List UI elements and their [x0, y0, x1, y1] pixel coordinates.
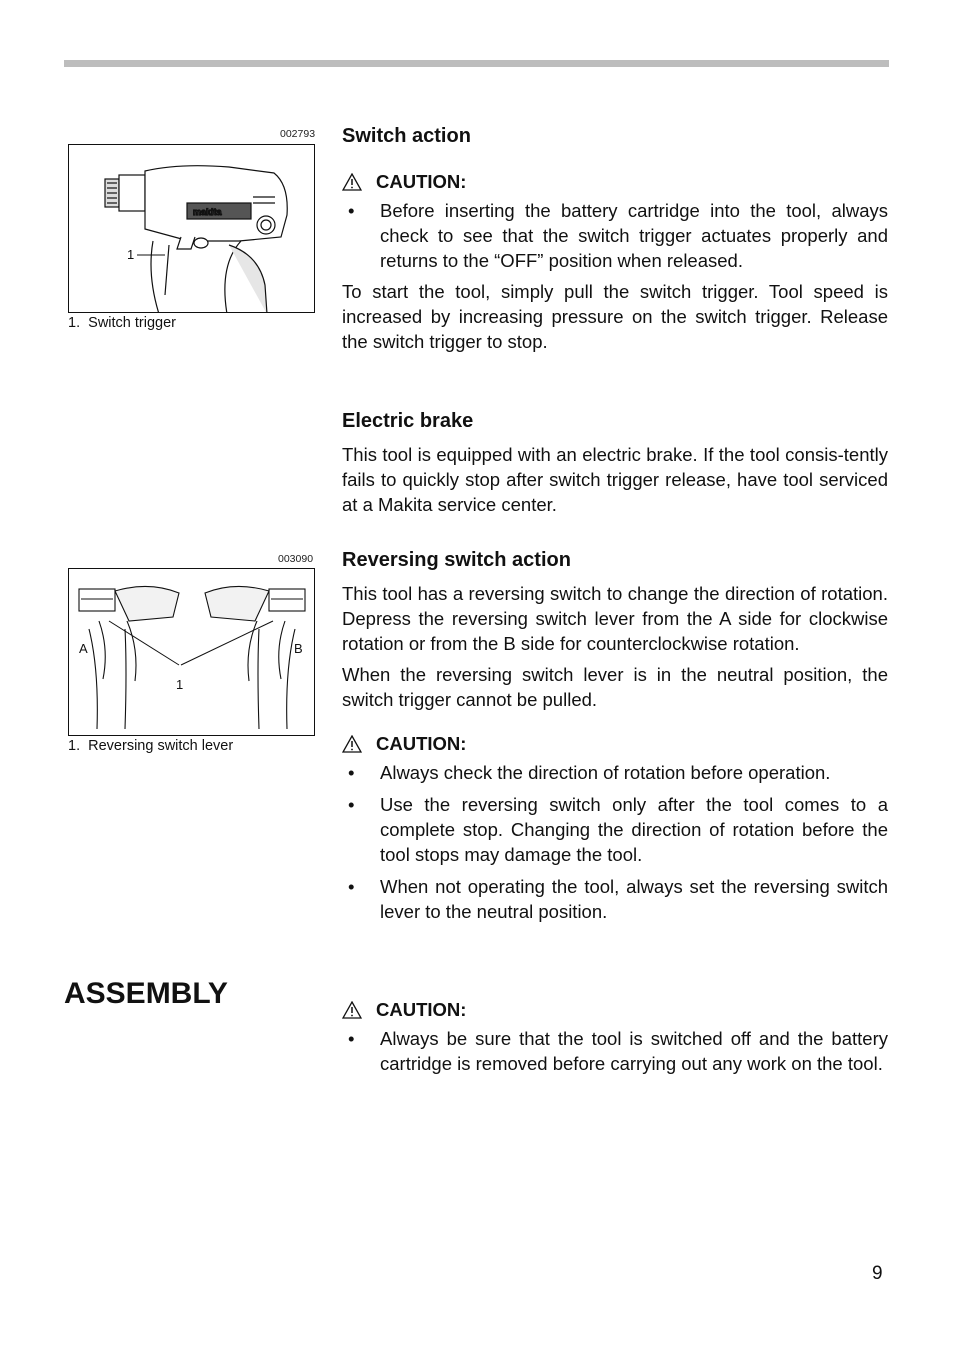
assembly-heading: ASSEMBLY: [64, 977, 228, 1010]
paragraph: To start the tool, simply pull the switch trigger. Tool speed is increased by increasing pressure on the switch trigger. Release the switch trigger to stop.: [342, 281, 888, 352]
section-heading: Switch action: [342, 125, 471, 147]
label-a: A: [79, 641, 88, 656]
list-item: • Use the reversing switch only after the tool comes to a complete stop. Changing the direction of rotation before the tool stops may damage the tool.: [348, 794, 888, 865]
reversing-switch-illustration: [69, 569, 315, 736]
section-heading: Electric brake: [342, 410, 474, 432]
warning-triangle-icon: [342, 173, 362, 191]
bullet-icon: •: [348, 200, 355, 221]
bullet-icon: •: [348, 794, 355, 815]
warning-triangle-icon: [342, 1001, 362, 1019]
warning-triangle-icon: [342, 735, 362, 753]
caution-label: CAUTION:: [376, 171, 467, 192]
caution-heading: [342, 998, 888, 1022]
figure-switch-trigger: [68, 144, 315, 313]
caution-heading: [342, 170, 888, 194]
paragraph: This tool has a reversing switch to change the direction of rotation. Depress the reversing switch lever from the A side for clockwise rotation or from the B side for counterclockwise rotation.: [342, 583, 888, 654]
section-electric-brake: [342, 409, 888, 517]
section-assembly: [342, 998, 888, 1076]
drill-illustration: [69, 145, 315, 313]
caution-list: [342, 760, 888, 924]
paragraph: This tool is equipped with an electric brake. If the tool consis-tently fails to quickly stop after switch trigger release, have tool serviced at a Makita service center.: [342, 444, 888, 515]
figure-callout: 1: [127, 247, 135, 262]
caution-list: [342, 1026, 888, 1076]
paragraph: When the reversing switch lever is in the neutral position, the switch trigger cannot be pulled.: [342, 664, 888, 710]
figure-caption: 1. Switch trigger: [68, 315, 176, 331]
caution-heading: [342, 732, 888, 756]
section-heading: Reversing switch action: [342, 549, 571, 571]
figure-caption: 1. Reversing switch lever: [68, 738, 234, 754]
list-item: • Always be sure that the tool is switched off and the battery cartridge is removed before carrying out any work on the tool.: [348, 1028, 888, 1074]
caution-label: CAUTION:: [376, 999, 467, 1020]
figure-reversing-switch: [68, 568, 315, 736]
list-item: • Always check the direction of rotation before operation.: [348, 762, 831, 783]
list-item: • Before inserting the battery cartridge into the tool, always check to see that the switch trigger actuates properly and returns to the “OFF” position when released.: [348, 200, 888, 271]
list-item: • When not operating the tool, always set the reversing switch lever to the neutral position.: [348, 876, 888, 922]
bullet-icon: •: [348, 1028, 355, 1049]
bullet-icon: •: [348, 762, 355, 783]
svg-text:makita: makita: [193, 207, 222, 217]
label-b: B: [294, 641, 303, 656]
figure-code: 003090: [278, 553, 314, 565]
page-number: 9: [872, 1263, 883, 1284]
caution-label: CAUTION:: [376, 733, 467, 754]
section-switch-action: [342, 124, 888, 354]
bullet-icon: •: [348, 876, 355, 897]
section-reversing-switch: [342, 548, 888, 924]
top-rule: [64, 60, 889, 67]
caution-list: [342, 198, 888, 273]
figure-callout: 1: [176, 677, 184, 692]
figure-code: 002793: [280, 128, 316, 140]
